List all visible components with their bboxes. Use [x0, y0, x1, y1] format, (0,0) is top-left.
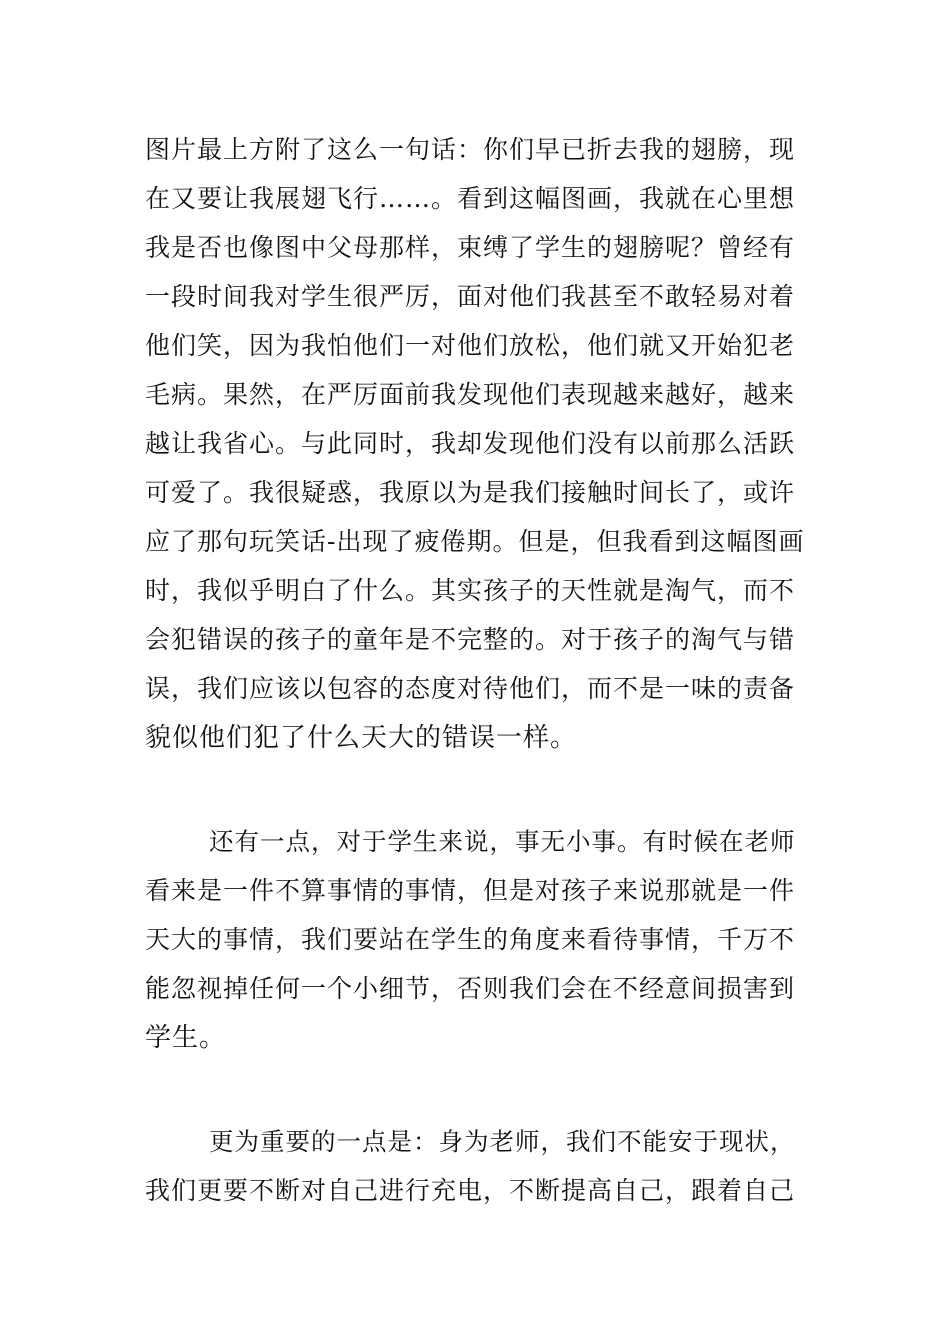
text-line: 学生。 — [145, 1023, 227, 1053]
text-line: 我是否也像图中父母那样，束缚了学生的翅膀呢？曾经有 — [145, 233, 796, 262]
text-line: 会犯错误的孩子的童年是不完整的。对于孩子的淘气与错 — [145, 625, 796, 654]
text-line: 图片最上方附了这么一句话：你们早已折去我的翅膀，现 — [145, 135, 796, 164]
text-line: 还有一点，对于学生来说，事无小事。有时候在老师 — [209, 827, 796, 856]
text-line: 看来是一件不算事情的事情，但是对孩子来说那就是一件 — [145, 876, 796, 905]
text-line: 毛病。果然，在严厉面前我发现他们表现越来越好，越来 — [145, 380, 796, 409]
text-line: 越让我省心。与此同时，我却发现他们没有以前那么活跃 — [145, 429, 796, 458]
text-line: 更为重要的一点是：身为老师，我们不能安于现状， — [209, 1127, 796, 1156]
text-line: 在又要让我展翅飞行……。看到这幅图画，我就在心里想 — [145, 184, 796, 213]
text-line: 他们笑，因为我怕他们一对他们放松，他们就又开始犯老 — [145, 331, 796, 360]
text-line: 时，我似乎明白了什么。其实孩子的天性就是淘气，而不 — [145, 576, 796, 605]
text-line: 可爱了。我很疑惑，我原以为是我们接触时间长了，或许 — [145, 478, 796, 507]
text-line: 误，我们应该以包容的态度对待他们，而不是一味的责备 — [145, 674, 796, 703]
text-line: 我们更要不断对自己进行充电，不断提高自己，跟着自己 — [145, 1176, 796, 1205]
text-line: 貌似他们犯了什么天大的错误一样。 — [145, 723, 578, 753]
text-line: 应了那句玩笑话-出现了疲倦期。但是，但我看到这幅图画 — [145, 527, 805, 556]
text-line: 天大的事情，我们要站在学生的角度来看待事情，千万不 — [145, 925, 796, 954]
text-line: 能忽视掉任何一个小细节，否则我们会在不经意间损害到 — [145, 974, 796, 1003]
text-line: 一段时间我对学生很严厉，面对他们我甚至不敢轻易对着 — [145, 282, 796, 311]
